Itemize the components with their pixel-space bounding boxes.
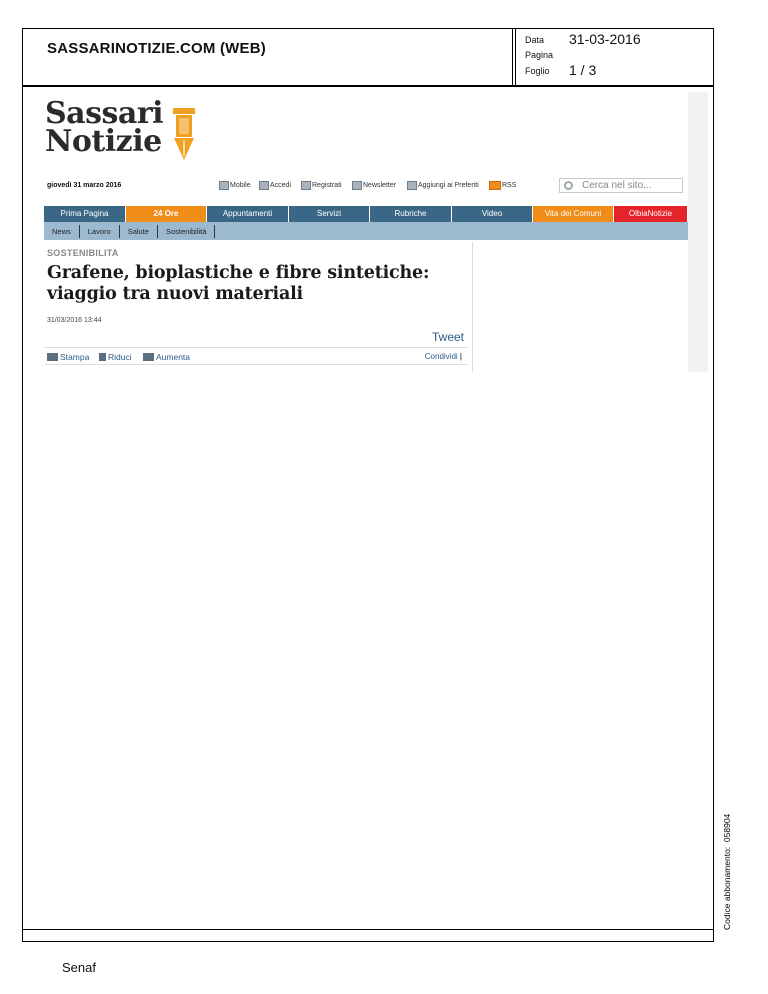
search-input[interactable]: Cerca nel sito... xyxy=(559,178,683,193)
main-nav xyxy=(44,206,688,222)
nav-24-ore[interactable]: 24 Ore xyxy=(126,206,207,222)
printer-icon xyxy=(47,353,58,361)
login-icon xyxy=(259,181,269,190)
pen-nib-icon xyxy=(171,108,197,164)
share-button[interactable]: Condividi | xyxy=(424,352,462,361)
nav-video[interactable]: Video xyxy=(452,206,533,222)
registrati-link[interactable]: Registrati xyxy=(301,181,342,190)
nav-servizi[interactable]: Servizi xyxy=(289,206,370,222)
current-date: giovedì 31 marzo 2016 xyxy=(47,182,122,189)
subnav-news[interactable]: News xyxy=(44,225,80,238)
print-button[interactable]: Stampa xyxy=(47,352,89,362)
reduce-text-button[interactable]: Riduci xyxy=(99,352,132,362)
site-logo[interactable] xyxy=(45,96,235,170)
foglio-label: Foglio xyxy=(525,66,550,76)
rss-link[interactable]: RSS xyxy=(489,181,516,190)
article-section[interactable]: SOSTENIBILITA xyxy=(47,248,119,258)
nav-appuntamenti[interactable]: Appuntamenti xyxy=(207,206,289,222)
data-value: 31-03-2016 xyxy=(569,31,641,47)
text-smaller-icon xyxy=(99,353,106,361)
frame-right xyxy=(713,86,714,929)
date-bar xyxy=(39,172,688,200)
article-timestamp: 31/03/2016 13:44 xyxy=(47,317,102,324)
accedi-link[interactable]: Accedi xyxy=(259,181,291,190)
bookmark-icon xyxy=(407,181,417,190)
tweet-button[interactable]: Tweet xyxy=(432,330,465,344)
newsletter-icon xyxy=(352,181,362,190)
frame-left xyxy=(22,86,23,929)
nav-rubriche[interactable]: Rubriche xyxy=(370,206,452,222)
enlarge-text-button[interactable]: Aumenta xyxy=(143,352,190,362)
sub-nav xyxy=(44,222,688,240)
mobile-icon xyxy=(219,181,229,190)
website-screenshot xyxy=(39,92,688,372)
bottom-frame xyxy=(22,929,714,942)
subnav-sostenibilita[interactable]: Sostenibilità xyxy=(158,225,215,238)
data-label: Data xyxy=(525,35,545,45)
article-toolbar xyxy=(45,347,468,365)
footer-source: Senaf xyxy=(62,960,96,975)
subnav-lavoro[interactable]: Lavoro xyxy=(80,225,120,238)
logo-line-2: Notizie xyxy=(45,124,162,159)
register-icon xyxy=(301,181,311,190)
subscription-code: Codice abbonamento: 058904 xyxy=(722,813,732,930)
rss-icon xyxy=(489,181,501,190)
foglio-value: 1 / 3 xyxy=(569,62,597,78)
source-title: SASSARINOTIZIE.COM (WEB) xyxy=(47,40,266,57)
nav-prima-pagina[interactable]: Prima Pagina xyxy=(44,206,126,222)
header-divider xyxy=(512,29,516,85)
logo-line-1: Sassari xyxy=(45,96,164,131)
frame-top xyxy=(22,86,714,87)
pagina-label: Pagina xyxy=(525,50,554,60)
newsletter-link[interactable]: Newsletter xyxy=(352,181,396,190)
page-margin xyxy=(688,92,708,372)
text-larger-icon xyxy=(143,353,154,361)
subnav-salute[interactable]: Salute xyxy=(120,225,158,238)
nav-vita-dei-comuni[interactable]: Vita dei Comuni xyxy=(533,206,614,222)
clipping-header xyxy=(22,28,714,86)
preferiti-link[interactable]: Aggiungi ai Preferiti xyxy=(407,181,479,190)
nav-olbianotizie[interactable]: OlbiaNotizie xyxy=(614,206,688,222)
article-title: Grafene, bioplastiche e fibre sintetiche: viaggio tra nuovi materiali xyxy=(47,263,430,304)
column-divider xyxy=(472,242,473,372)
search-icon xyxy=(564,181,573,190)
mobile-link[interactable]: Mobile xyxy=(219,181,251,190)
